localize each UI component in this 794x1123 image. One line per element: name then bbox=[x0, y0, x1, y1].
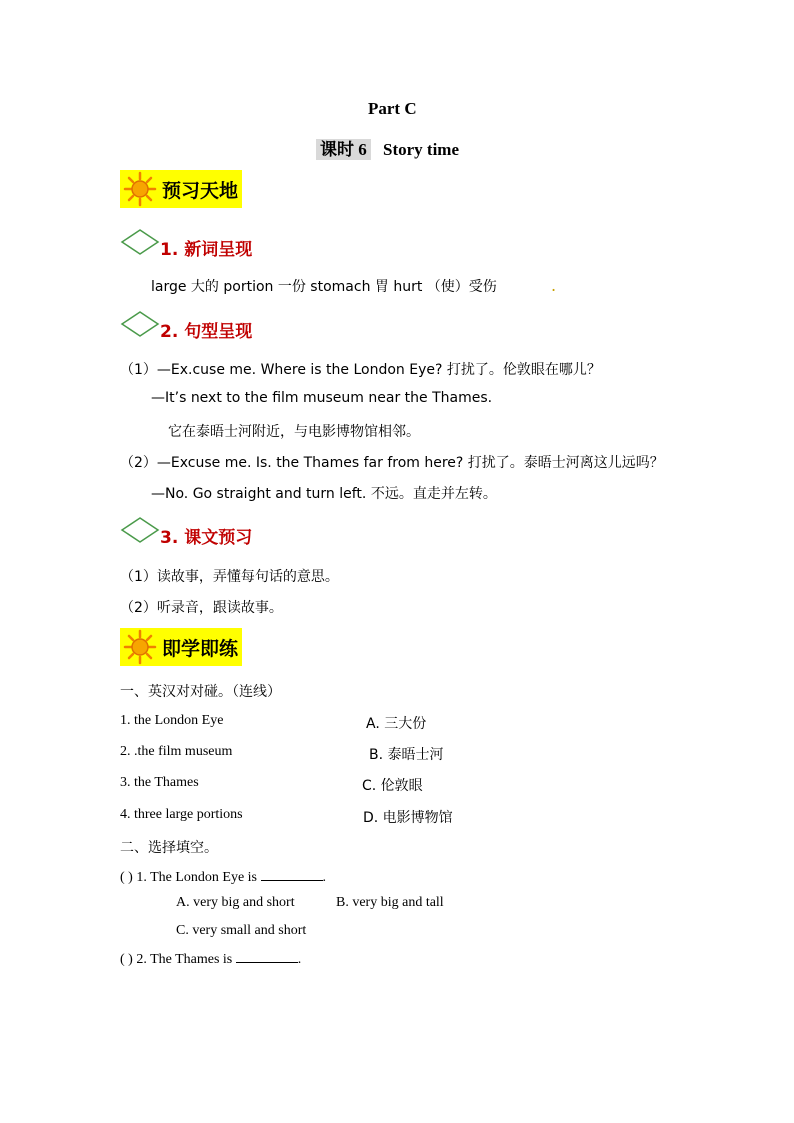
matching-left-item: 3. the Thames bbox=[120, 775, 199, 790]
preview-line: （1）读故事，弄懂每句话的意思。 bbox=[120, 569, 339, 585]
answer-paren[interactable]: ( ) bbox=[120, 870, 133, 885]
subheading-text: 2. 句型呈现 bbox=[160, 322, 253, 342]
vocab-text: large 大的 portion 一份 stomach 胃 hurt （使）受伤 bbox=[151, 279, 497, 295]
option-a: A. very big and short bbox=[176, 895, 295, 910]
lesson-number: 课时 6 bbox=[316, 139, 371, 160]
diamond-icon bbox=[120, 517, 160, 543]
lesson-title bbox=[316, 135, 459, 160]
section-title: 预习天地 bbox=[162, 179, 239, 202]
part-title: Part C bbox=[368, 99, 417, 118]
sentence-line: —It’s next to the film museum near the Thames. bbox=[151, 390, 493, 406]
question-2 bbox=[120, 950, 301, 968]
matching-right-item: B. 泰晤士河 bbox=[369, 747, 444, 763]
subheading-preview bbox=[120, 517, 252, 548]
sentence-line: （1）—Ex.cuse me. Where is the London Eye? 打扰了。伦敦眼在哪儿？ bbox=[120, 362, 601, 378]
subheading-text: 3. 课文预习 bbox=[160, 528, 253, 548]
matching-right-item: A. 三大份 bbox=[366, 716, 427, 732]
option-b: B. very big and tall bbox=[336, 895, 444, 910]
matching-left-item: 2. .the film museum bbox=[120, 744, 233, 759]
section-banner-practice bbox=[120, 628, 242, 666]
subheading-vocab bbox=[120, 229, 252, 260]
matching-right-item: D. 电影博物馆 bbox=[363, 810, 453, 826]
vocab-trailing-dot: . bbox=[551, 276, 557, 295]
diamond-icon bbox=[120, 229, 160, 255]
sentence-line: —No. Go straight and turn left. 不远。直走并左转。 bbox=[151, 486, 497, 502]
vocab-line bbox=[151, 276, 497, 296]
sun-icon bbox=[120, 170, 160, 208]
subheading-sentences bbox=[120, 311, 252, 342]
answer-blank[interactable] bbox=[236, 950, 298, 963]
matching-title: 一、英汉对对碰。（连线） bbox=[120, 684, 281, 700]
question-1 bbox=[120, 868, 326, 886]
sun-icon bbox=[120, 628, 160, 666]
question-stem: 2. The Thames is bbox=[136, 952, 233, 967]
preview-line: （2）听录音，跟读故事。 bbox=[120, 600, 283, 616]
section-title: 即学即练 bbox=[162, 637, 239, 660]
sentence-line: 它在泰晤士河附近，与电影博物馆相邻。 bbox=[168, 424, 420, 440]
matching-left-item: 4. three large portions bbox=[120, 807, 243, 822]
question-stem: 1. The London Eye is bbox=[136, 870, 257, 885]
matching-right-item: C. 伦敦眼 bbox=[362, 778, 423, 794]
answer-blank[interactable] bbox=[261, 868, 323, 881]
choice-title: 二、选择填空。 bbox=[120, 840, 218, 856]
section-banner-preview bbox=[120, 170, 242, 208]
matching-left-item: 1. the London Eye bbox=[120, 713, 224, 728]
sentence-line: （2）—Excuse me. Is. the Thames far from here? 打扰了。泰晤士河离这儿远吗？ bbox=[120, 455, 664, 471]
subheading-text: 1. 新词呈现 bbox=[160, 240, 253, 260]
lesson-name: Story time bbox=[383, 140, 460, 159]
question-end: . bbox=[322, 870, 326, 885]
question-end: . bbox=[297, 952, 302, 967]
option-c: C. very small and short bbox=[176, 923, 307, 938]
diamond-icon bbox=[120, 311, 160, 337]
answer-paren[interactable]: ( ) bbox=[120, 952, 133, 967]
